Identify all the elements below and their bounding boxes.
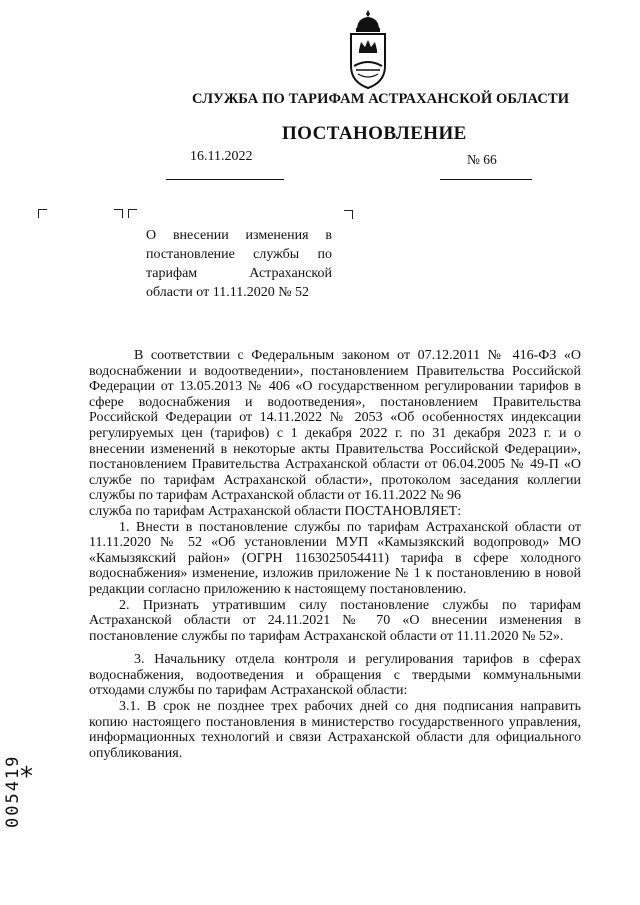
preamble-paragraph: В соответствии с Федеральным законом от 07.12.2011 № 416-ФЗ «О водоснабжении и водоотведении», постановлением Правительства Российской Федерации от 13.05.2013 № 406 «О государственном регулировании тарифов в сфере водоснабжения и водоотведения», постановлением Правительства Российской Федерации от 14.11.2022 № 2053 «Об особенностях индексации регулируемых цен (тарифов) с 1 декабря 2022 г. по 31 декабря 2023 г. и о внесении изменений в некоторые акты Правительства Российской Федерации», постановлением Правительства Астраханской области от 06.04.2005 № 49-П «О службе по тарифам Астраханской области», протоколом заседания коллегии службы по тарифам Астраханской области от 16.11.2022 № 96 [89,348,581,504]
document-type: ПОСТАНОВЛЕНИЕ [282,123,467,144]
organization-name: СЛУЖБА ПО ТАРИФАМ АСТРАХАНСКОЙ ОБЛАСТИ [192,91,570,107]
coat-of-arms-emblem [344,8,392,90]
item-3-1-paragraph: 3.1. В срок не позднее трех рабочих дней со дня подписания направить копию настоящего постановления в министерство государственного управления, информационных технологий и связи Астраханской области для официального опубликования. [89,699,581,761]
margin-registration-code: 005419 [3,754,23,828]
document-subject: О внесении изменения в постановление службы по тарифам Астраханской области от 11.11.2020 № 52 [146,228,332,300]
document-body [89,348,581,761]
item-2-paragraph: 2. Признать утратившим силу постановление службы по тарифам Астраханской области от 24.11.2021 № 70 «О внесении изменения в постановление службы по тарифам Астраханской области от 11.11.2020 № 52». [89,597,581,644]
corner-mark [114,209,123,218]
item-1-paragraph: 1. Внести в постановление службы по тарифам Астраханской области от 11.11.2020 № 52 «Об установлении МУП «Камызякский водопровод» МО «Камызякский район» (ОГРН 1163025054411) тарифа в сфере холодного водоснабжения» изменение, изложив приложение № 1 к постановлению в новой редакции согласно приложению к настоящему постановлению. [89,519,581,597]
item-3-paragraph: 3. Начальнику отдела контроля и регулирования тарифов в сферах водоснабжения, водоотведения и обращения с твердыми коммунальными отходами службы по тарифам Астраханской области: [89,652,581,699]
decree-line: служба по тарифам Астраханской области ПОСТАНОВЛЯЕТ: [89,503,462,519]
date-underline [166,164,284,180]
document-date: 16.11.2022 [190,149,253,164]
corner-mark [38,209,47,218]
margin-star-mark: * [20,762,33,792]
corner-mark [128,209,137,218]
corner-mark [344,210,353,219]
document-number: № 66 [467,152,497,167]
